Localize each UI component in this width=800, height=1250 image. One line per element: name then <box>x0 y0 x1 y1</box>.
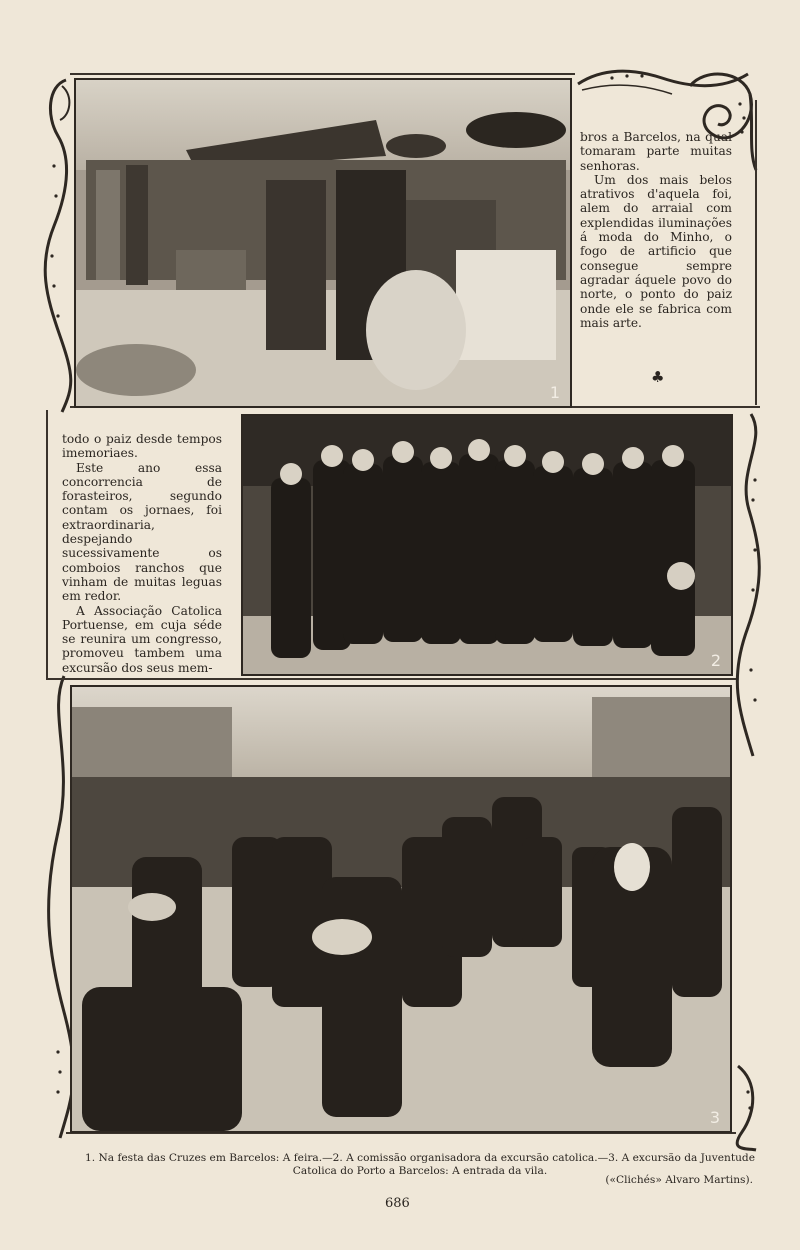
photo-number-2: 2 <box>710 651 721 670</box>
fleuron-icon: ♣ <box>651 368 665 386</box>
page-number: 686 <box>385 1196 410 1211</box>
paragraph-memorial: todo o paiz desde tempos imemoriaes. <box>62 432 222 461</box>
committee-group-image <box>243 416 731 674</box>
paragraph-association: A Associação Catolica Portuense, em cuja séde se reunira um congresso, promoveu tambem uma excursão dos seus mem- <box>62 603 222 675</box>
photo-market-fair <box>74 78 572 408</box>
paragraph-continuation: bros a Barcelos, na qual tomaram parte muitas senhoras. <box>580 130 732 173</box>
photo-procession <box>70 685 732 1133</box>
right-middle-ornament <box>733 410 769 760</box>
frame-rule-left-mid <box>46 410 48 678</box>
market-fair-image <box>76 80 570 406</box>
procession-image <box>72 687 730 1131</box>
frame-rule-lower <box>46 678 736 680</box>
frame-rule-right-col <box>755 100 757 405</box>
paragraph-visitors: Este ano essa concorrencia de forasteiros, segundo contam os jornaes, foi extraordinaria, despejando sucessivamente os comboios ranchos que vinham de muitas leguas em redor. <box>62 460 222 604</box>
photo-number-3: 3 <box>709 1108 720 1127</box>
photo-committee-group <box>241 414 733 676</box>
frame-rule-top <box>70 73 575 75</box>
photo-caption: 1. Na festa das Cruzes em Barcelos: A feira.—2. A comissão organisadora da excursão catolica.—3. A excursão da Juventude Catolica do Porto a Barcelos: A entrada da vila. <box>85 1152 755 1177</box>
photo-credit: («Clichés» Alvaro Martins). <box>605 1174 753 1186</box>
right-bottom-ornament <box>728 1062 762 1152</box>
text-column-middle-left <box>62 432 222 675</box>
text-column-top-right <box>580 130 732 330</box>
paragraph-attractions: Um dos mais belos atrativos d'aquela foi, alem do arraial com explendidas iluminações á moda do Minho, o fogo de artificio que consegue sempre agradar áquele povo do norte, o ponto do paiz onde ele se fabrica com mais arte. <box>580 172 732 330</box>
photo-number-1: 1 <box>549 383 560 402</box>
